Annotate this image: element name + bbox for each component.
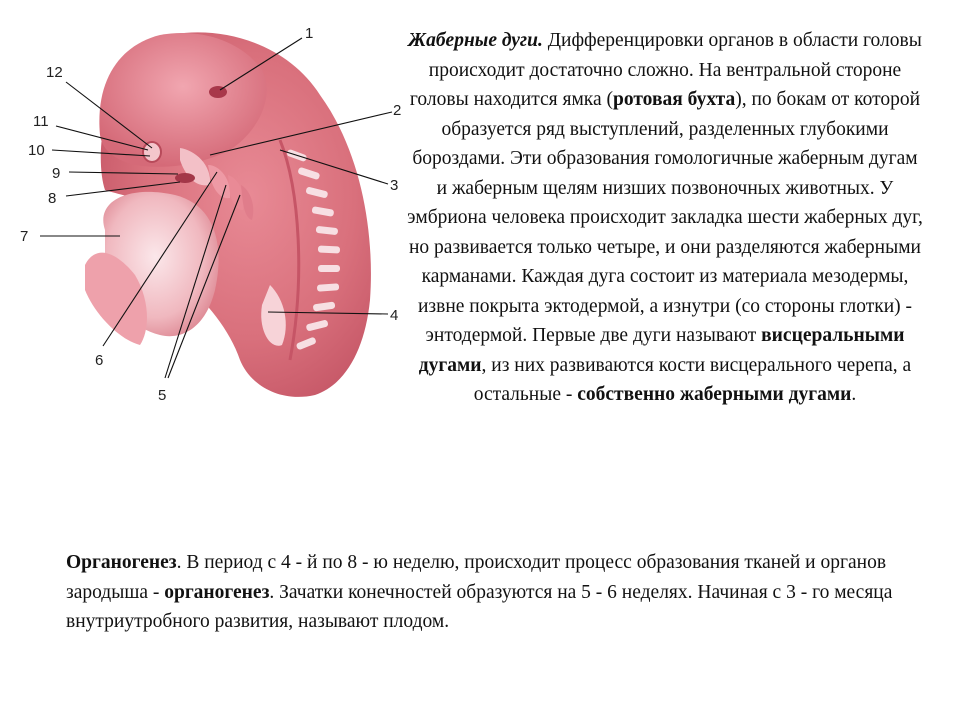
label-8: 8 <box>48 190 57 207</box>
organogenesis-title: Органогенез <box>66 552 177 573</box>
label-4: 4 <box>390 307 399 324</box>
mouth-pit <box>175 173 195 183</box>
branchial-text-2: ), по бокам от которой образуется ряд выступлений, разделенных глубокими бороздами. Эти образования гомологичные жаберным дугам и жаберным щелям низших позвоночных животных. У эмбриона человека происходит закладка шести жаберных дуг, но развивается только четыре, и они разделяются жаберными карманами. Каждая дуга состоит из материала мезодермы, извне покрыта эктодермой, а изнутри (со стороны глотки) - энтодермой. Первые две дуги называют <box>407 89 923 346</box>
label-11: 11 <box>33 113 49 130</box>
branchial-title: Жаберные дуги. <box>408 30 543 51</box>
organogenesis-term: органогенез <box>164 581 270 603</box>
label-12: 12 <box>46 64 63 81</box>
label-6: 6 <box>95 352 104 369</box>
organogenesis-paragraph <box>66 548 914 637</box>
organogenesis-text-2: . Зачатки конечностей образуются на 5 - 6 неделях. Начиная с 3 - го месяца внутриутробного развития, называют плодом. <box>66 581 893 632</box>
label-10: 10 <box>28 142 45 159</box>
label-7: 7 <box>20 228 29 245</box>
branchial-text-3: , из них развиваются кости висцерального черепа, а остальные - <box>473 354 912 405</box>
branchial-term: собственно жаберными дугами <box>577 384 852 405</box>
branchial-arches-paragraph <box>405 26 925 410</box>
branchial-text-1: Дифференцировки органов в области головы происходит достаточно сложно. На вентральной стороне головы находится ямка ( <box>409 30 922 110</box>
embryo-illustration <box>0 0 420 420</box>
label-1: 1 <box>305 25 314 42</box>
nasal-pit <box>143 142 161 162</box>
organogenesis-text-1: . В период с 4 - й по 8 - ю неделю, происходит процесс образования тканей и органов зародыша - <box>66 552 887 603</box>
label-3: 3 <box>390 177 399 194</box>
branchial-text-4: . <box>851 384 857 405</box>
label-9: 9 <box>52 165 61 182</box>
embryo-figure <box>0 0 420 420</box>
mouth-term: ротовая бухта <box>613 89 736 110</box>
visceral-term: висцеральными дугами <box>418 325 905 376</box>
label-2: 2 <box>393 102 402 119</box>
label-5: 5 <box>158 387 167 404</box>
